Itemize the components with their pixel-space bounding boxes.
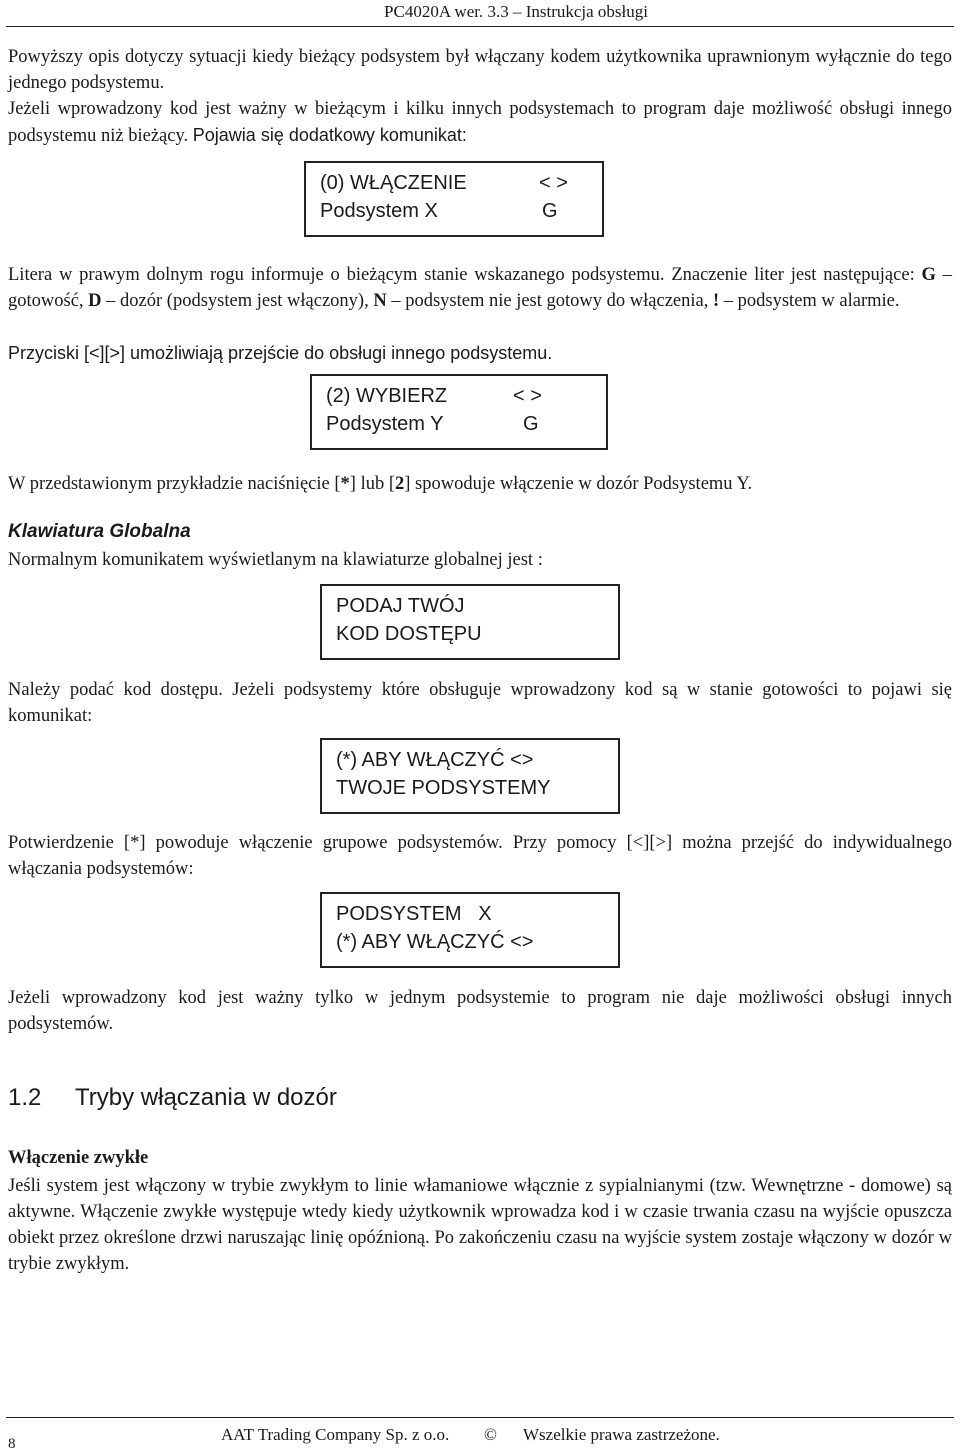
lcd-display-5-line2: (*) ABY WŁĄCZYĆ <> <box>336 931 534 953</box>
intro-paragraph-1: Powyższy opis dotyczy sytuacji kiedy bieżący podsystem był włączany kodem użytkownika uprawnionym wyłącznie do tego jednego podsystemu. <box>8 47 952 93</box>
header-rule <box>6 26 954 27</box>
lcd-display-2 <box>310 374 608 450</box>
normal-arming-heading: Włączenie zwykłe <box>8 1148 149 1168</box>
legend-paragraph: Litera w prawym dolnym rogu informuje o bieżącym stanie wskazanego podsystemu. Znaczenie liter jest następujące: G – gotowość, D – dozór (podsystem jest włączony), N – podsystem nie jest gotowy do włączenia, ! – podsystem w alarmie. <box>8 265 952 311</box>
header-title: PC4020A wer. 3.3 – Instrukcja obsługi <box>384 2 648 21</box>
legend-letter-g: G <box>921 265 936 285</box>
lcd-display-4 <box>320 738 620 814</box>
example-key-2: 2 <box>395 474 405 494</box>
section-heading <box>8 1084 337 1112</box>
lcd-display-5 <box>320 892 620 968</box>
lcd-display-2-line1-left: (2) WYBIERZ <box>326 385 448 407</box>
lcd-display-1-line1-left: (0) WŁĄCZENIE <box>320 172 467 194</box>
footer-company: AAT Trading Company Sp. z o.o. <box>221 1425 450 1444</box>
section-number: 1.2 <box>8 1084 42 1111</box>
lcd-display-1-line2-left: Podsystem X <box>320 200 438 222</box>
lcd-display-3 <box>320 584 620 660</box>
lcd-display-3-line2: KOD DOSTĘPU <box>336 623 482 645</box>
single-subsystem-paragraph: Jeżeli wprowadzony kod jest ważny tylko w jednym podsystemie to program nie daje możliwości obsługi innych podsystemów. <box>8 988 952 1034</box>
lcd-display-4-line1: (*) ABY WŁĄCZYĆ <> <box>336 749 534 771</box>
legend-buttons-note: Przyciski [<][>] umożliwiają przejście do obsługi innego podsystemu. <box>8 343 553 363</box>
legend-letter-exclamation: ! <box>712 291 720 311</box>
lcd-display-2-line2-right: G <box>523 413 539 435</box>
legend-letter-n: N <box>373 291 387 311</box>
lcd-display-2-line2-left: Podsystem Y <box>326 413 444 435</box>
lcd-display-1 <box>304 161 604 237</box>
lcd-display-3-line1: PODAJ TWÓJ <box>336 595 465 617</box>
lcd-display-4-line2: TWOJE PODSYSTEMY <box>336 777 551 799</box>
footer-rule <box>6 1417 954 1418</box>
lcd-display-5-line1: PODSYSTEM X <box>336 903 492 925</box>
example-key-star: * <box>340 474 350 494</box>
section-title: Tryby włączania w dozór <box>75 1084 337 1111</box>
page-header <box>384 2 648 22</box>
intro-paragraph-2: Jeżeli wprowadzony kod jest ważny w bieżącym i kilku innych podsystemach to program daje możliwość obsługi innego podsystemu niż bieżący. Pojawia się dodatkowy komunikat: <box>8 99 952 146</box>
lcd-display-1-line2-right: G <box>542 200 558 222</box>
intro-paragraph-2-tail: Pojawia się dodatkowy komunikat: <box>192 125 467 145</box>
example-paragraph: W przedstawionym przykładzie naciśnięcie [*] lub [2] spowoduje włączenie w dozór Podsystemu Y. <box>8 474 753 494</box>
confirm-paragraph: Potwierdzenie [*] powoduje włączenie grupowe podsystemów. Przy pomocy [<][>] można przejść do indywidualnego włączania podsystemów: <box>8 833 952 879</box>
access-code-paragraph: Należy podać kod dostępu. Jeżeli podsystemy które obsługuje wprowadzony kod są w stanie gotowości to pojawi się komunikat: <box>8 680 952 726</box>
legend-letter-d: D <box>88 291 102 311</box>
page-number: 8 <box>8 1436 16 1452</box>
global-keypad-paragraph: Normalnym komunikatem wyświetlanym na klawiaturze globalnej jest : <box>8 550 543 570</box>
lcd-display-1-line1-right: < > <box>539 172 568 194</box>
copyright-icon: © <box>484 1425 497 1444</box>
lcd-display-2-line1-right: < > <box>513 385 542 407</box>
normal-arming-paragraph: Jeśli system jest włączony w trybie zwykłym to linie włamaniowe włącznie z sypialnianymi (tzw. Wewnętrzne - domowe) są aktywne. Włączenie zwykłe występuje wtedy kiedy użytkownik wprowadza kod i w czasie trwania czasu na wyjście opuszcza obiekt przez określone drzwi naruszając linię opóźnioną. Po zakończeniu czasu na wyjście system zostaje włączony w dozór w trybie zwykłym. <box>8 1176 952 1274</box>
footer-rights: Wszelkie prawa zastrzeżone. <box>523 1425 720 1444</box>
global-keypad-heading: Klawiatura Globalna <box>8 521 191 542</box>
